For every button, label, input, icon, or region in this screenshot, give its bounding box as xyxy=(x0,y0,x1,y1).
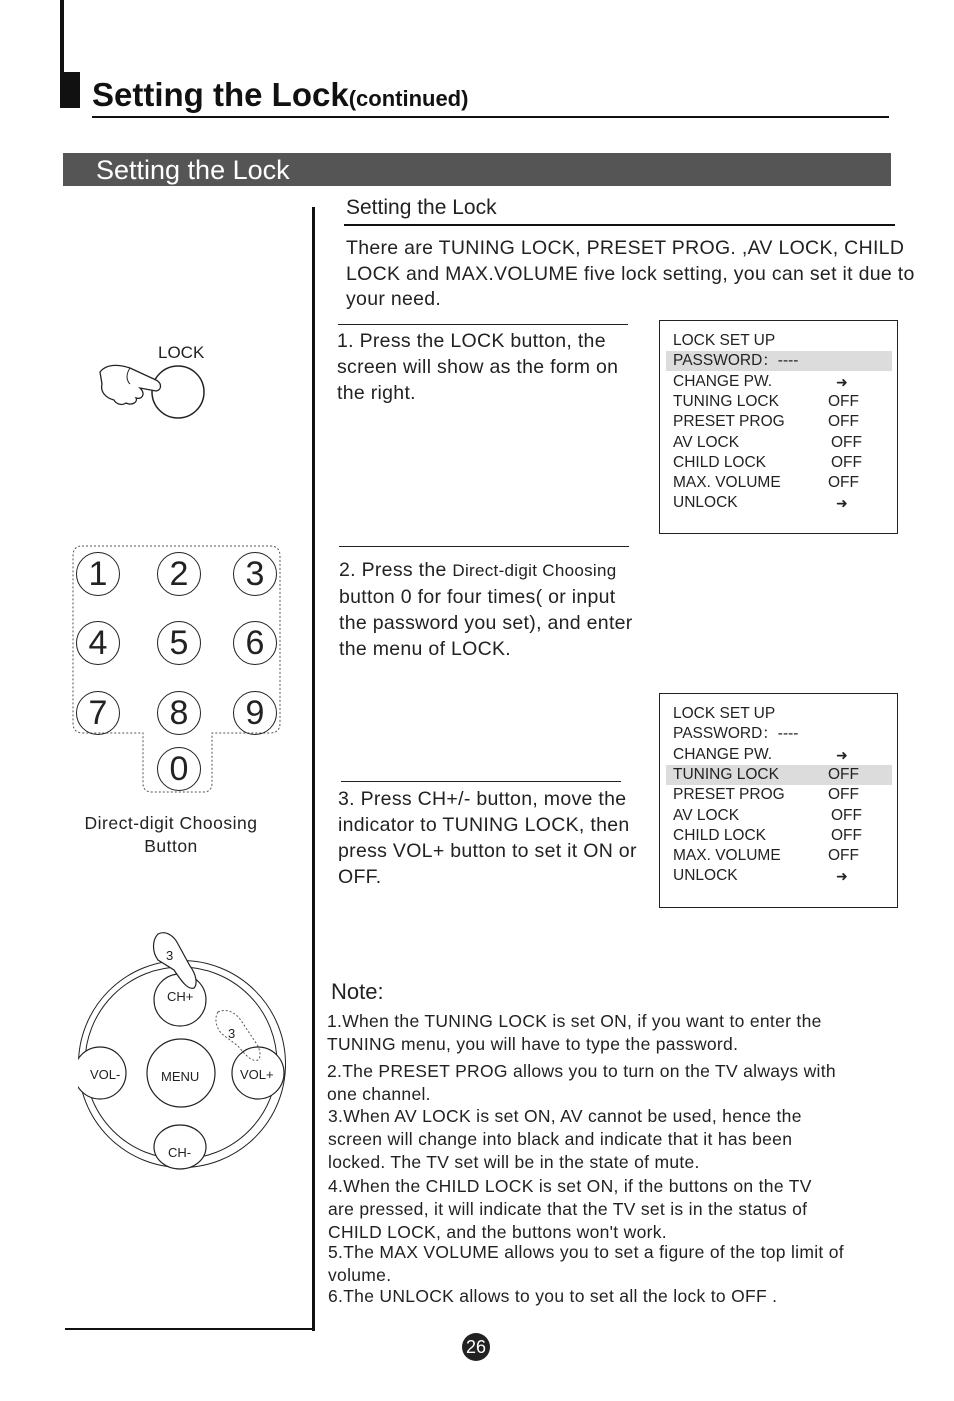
digit-key-6: 6 xyxy=(233,621,277,665)
section-rule xyxy=(344,224,895,226)
arrow-icon: ➜ xyxy=(836,495,848,512)
pointing-hand-icon xyxy=(100,365,161,404)
menu-row-label: TUNING LOCK xyxy=(673,392,779,410)
step-1-text: 1. Press the LOCK button, the screen will show as the form on the right. xyxy=(337,330,619,404)
note-item: volume. xyxy=(328,1265,392,1285)
column-divider xyxy=(312,207,315,1331)
arrow-icon: ➜ xyxy=(836,868,848,885)
menu-row xyxy=(666,806,892,826)
section-banner xyxy=(63,153,891,186)
menu-row-label: CHILD LOCK xyxy=(673,826,767,844)
menu-row-value: OFF xyxy=(831,826,862,844)
step-rule xyxy=(338,324,628,325)
note-item: 3.When AV LOCK is set ON, AV cannot be used, hence the xyxy=(328,1106,802,1126)
title-suffix: (continued) xyxy=(348,86,469,111)
vol-plus-label: VOL+ xyxy=(240,1067,274,1082)
note-item: are pressed, it will indicate that the TV set is in the status of xyxy=(328,1199,808,1219)
page-title: Setting the Lock(continued) xyxy=(92,76,469,113)
vol-minus-label: VOL- xyxy=(90,1067,121,1082)
menu-row xyxy=(666,453,892,473)
menu-row-value: OFF xyxy=(828,392,859,410)
step-rule xyxy=(339,546,629,547)
menu-row-label: CHANGE PW. xyxy=(673,745,773,763)
menu-row-value: OFF xyxy=(828,786,859,804)
section-heading: Setting the Lock xyxy=(346,196,497,219)
ch-plus-label: CH+ xyxy=(167,989,194,1004)
note-item: CHILD LOCK, and the buttons won't work. xyxy=(328,1222,667,1242)
note-item: 5.The MAX VOLUME allows you to set a figure of the top limit of xyxy=(328,1242,844,1262)
lock-menu-2 xyxy=(659,693,898,908)
menu-row xyxy=(666,866,892,886)
step-rule xyxy=(341,781,621,782)
arrow-icon: ➜ xyxy=(836,373,848,390)
menu-label: MENU xyxy=(161,1069,200,1084)
menu-row xyxy=(666,331,892,351)
lock-menu-1 xyxy=(659,320,898,534)
note-item: 1.When the TUNING LOCK is set ON, if you want to enter the xyxy=(327,1011,822,1031)
banner-text: Setting the Lock xyxy=(96,155,290,185)
menu-row xyxy=(666,826,892,846)
menu-row-label: AV LOCK xyxy=(673,806,740,824)
menu-row xyxy=(666,846,892,866)
menu-row-value: OFF xyxy=(831,453,862,471)
step-marker: 3 xyxy=(166,948,174,963)
title-rule xyxy=(92,116,889,118)
lock-button-icon xyxy=(152,366,204,418)
menu-row-label: UNLOCK xyxy=(673,494,738,512)
note-item: locked. The TV set will be in the state of mute. xyxy=(328,1152,700,1172)
menu-row xyxy=(666,493,892,513)
dpad-buttons xyxy=(78,930,288,1170)
menu-row-label: AV LOCK xyxy=(673,433,740,451)
lock-button-label: LOCK xyxy=(158,343,205,362)
menu-row xyxy=(666,433,892,453)
menu-row-value: OFF xyxy=(828,413,859,431)
menu-row-value: OFF xyxy=(828,474,859,492)
digit-key-8: 8 xyxy=(157,691,201,735)
bottom-rule xyxy=(65,1328,314,1330)
menu-row xyxy=(666,412,892,432)
menu-row xyxy=(666,392,892,412)
lock-button-illustration xyxy=(96,360,212,422)
menu-row-label: MAX. VOLUME xyxy=(673,847,781,865)
digit-key-9: 9 xyxy=(233,691,277,735)
menu-row xyxy=(666,704,892,724)
menu-row xyxy=(666,473,892,493)
digit-key-3: 3 xyxy=(233,552,277,596)
page-number: 26 xyxy=(462,1333,490,1361)
arrow-icon: ➜ xyxy=(836,746,848,763)
menu-row-label: LOCK SET UP xyxy=(673,705,776,722)
note-item: 4.When the CHILD LOCK is set ON, if the buttons on the TV xyxy=(328,1176,812,1196)
menu-row-label: CHILD LOCK xyxy=(673,453,767,471)
ch-minus-label: CH- xyxy=(168,1145,192,1160)
menu-row xyxy=(666,745,892,765)
menu-row xyxy=(666,765,892,785)
menu-row-value: OFF xyxy=(831,806,862,824)
menu-row-label: PASSWORD：---- xyxy=(673,352,799,370)
header-block xyxy=(60,72,80,108)
keypad-caption: Direct-digit Choosing Button xyxy=(84,813,258,856)
menu-row-label: TUNING LOCK xyxy=(673,765,779,783)
note-title: Note: xyxy=(331,979,384,1004)
menu-row xyxy=(666,724,892,744)
menu-row-value: OFF xyxy=(828,847,859,865)
menu-row-value: OFF xyxy=(828,765,859,783)
menu-row xyxy=(666,785,892,805)
menu-row xyxy=(666,372,892,392)
step-2-text: 2. Press the Direct-digit Choosing button 0 for four times( or input the password you set), and enter the menu of LOCK. xyxy=(339,559,633,660)
step-3-text: 3. Press CH+/- button, move the indicator to TUNING LOCK, then press VOL+ button to set it ON or OFF. xyxy=(338,788,637,888)
digit-key-7: 7 xyxy=(76,691,120,735)
digit-key-0: 0 xyxy=(157,747,201,791)
note-item: one channel. xyxy=(327,1084,431,1104)
step-marker: 3 xyxy=(228,1026,236,1041)
menu-row xyxy=(666,351,892,371)
note-item: TUNING menu, you will have to type the password. xyxy=(327,1034,739,1054)
menu-row-label: MAX. VOLUME xyxy=(673,474,781,492)
note-item: 6.The UNLOCK allows to you to set all the lock to OFF . xyxy=(328,1286,778,1306)
note-item: 2.The PRESET PROG allows you to turn on the TV always with xyxy=(327,1061,836,1081)
menu-row-label: LOCK SET UP xyxy=(673,332,776,349)
digit-key-2: 2 xyxy=(157,552,201,596)
menu-row-value: OFF xyxy=(831,433,862,451)
menu-row-label: PRESET PROG xyxy=(673,786,785,804)
menu-row-label: PASSWORD：---- xyxy=(673,725,799,743)
digit-key-4: 4 xyxy=(76,621,120,665)
menu-row-label: PRESET PROG xyxy=(673,413,785,431)
menu-row-label: CHANGE PW. xyxy=(673,372,773,390)
intro-text: There are TUNING LOCK, PRESET PROG. ,AV LOCK, CHILD LOCK and MAX.VOLUME five lock setting, you can set it due to your need. xyxy=(346,237,915,310)
digit-key-1: 1 xyxy=(76,552,120,596)
digit-key-5: 5 xyxy=(157,621,201,665)
menu-row-label: UNLOCK xyxy=(673,867,738,885)
note-item: screen will change into black and indicate that it has been xyxy=(328,1129,793,1149)
